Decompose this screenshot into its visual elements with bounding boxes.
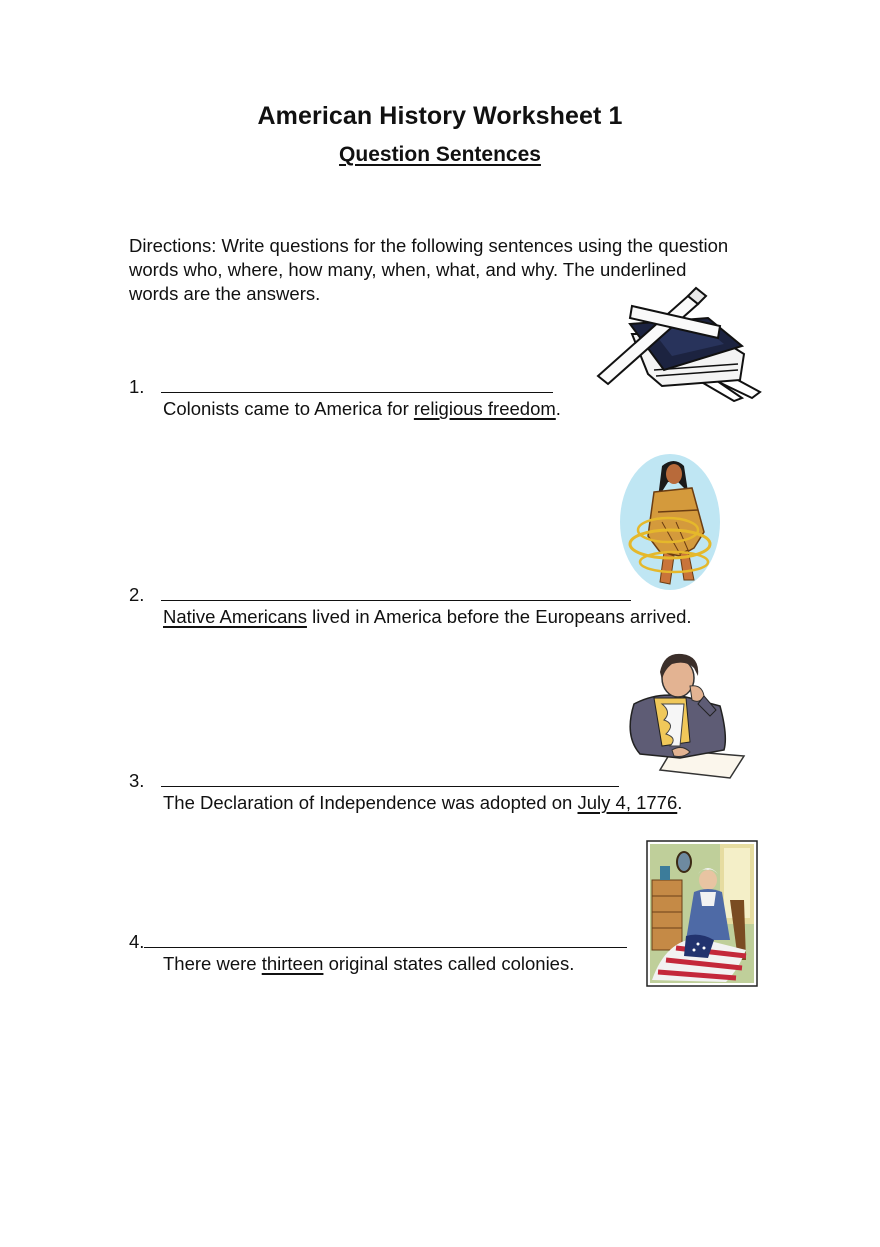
subtitle-text: Question Sentences bbox=[339, 143, 541, 166]
question-3-answer-blank[interactable] bbox=[161, 771, 619, 787]
cross-and-bible-icon bbox=[592, 284, 764, 402]
founding-father-writing-icon bbox=[620, 646, 748, 780]
question-1-sentence bbox=[163, 398, 561, 420]
question-number: 1. bbox=[129, 376, 145, 397]
sentence-text: lived in America before the Europeans arrived. bbox=[306, 606, 692, 627]
sentence-text: original states called colonies. bbox=[323, 953, 575, 974]
question-2-answer-blank[interactable] bbox=[161, 585, 631, 601]
native-american-woman-icon bbox=[618, 452, 726, 592]
sentence-text: . bbox=[677, 792, 683, 813]
question-1-answer-blank[interactable] bbox=[161, 377, 553, 393]
question-number: 2. bbox=[129, 584, 145, 605]
sentence-text: The Declaration of Independence was adopted on bbox=[163, 792, 578, 813]
question-number: 4. bbox=[129, 931, 145, 952]
betsy-ross-flag-icon bbox=[646, 840, 758, 987]
question-3-line bbox=[129, 770, 619, 792]
question-number: 3. bbox=[129, 770, 145, 791]
question-2-line bbox=[129, 584, 631, 606]
worksheet-title: American History Worksheet 1 bbox=[257, 102, 623, 130]
sentence-text: . bbox=[555, 398, 561, 419]
underlined-answer: Native Americans bbox=[163, 606, 307, 627]
question-2-sentence bbox=[163, 606, 692, 628]
underlined-answer: July 4, 1776 bbox=[577, 792, 678, 813]
question-4-line bbox=[129, 931, 627, 953]
underlined-answer: religious freedom bbox=[413, 398, 556, 419]
sentence-text: Colonists came to America for bbox=[163, 398, 414, 419]
worksheet-subtitle bbox=[0, 143, 880, 167]
underlined-answer: thirteen bbox=[261, 953, 324, 974]
question-3-sentence bbox=[163, 792, 682, 814]
directions-text: Directions: Write questions for the following sentences using the question words who, where, how many, when, what, and why. The underlined words are the answers. bbox=[129, 235, 729, 304]
question-4-answer-blank[interactable] bbox=[144, 932, 627, 948]
question-4-sentence bbox=[163, 953, 574, 975]
sentence-text: There were bbox=[163, 953, 262, 974]
question-1-line bbox=[129, 376, 553, 398]
